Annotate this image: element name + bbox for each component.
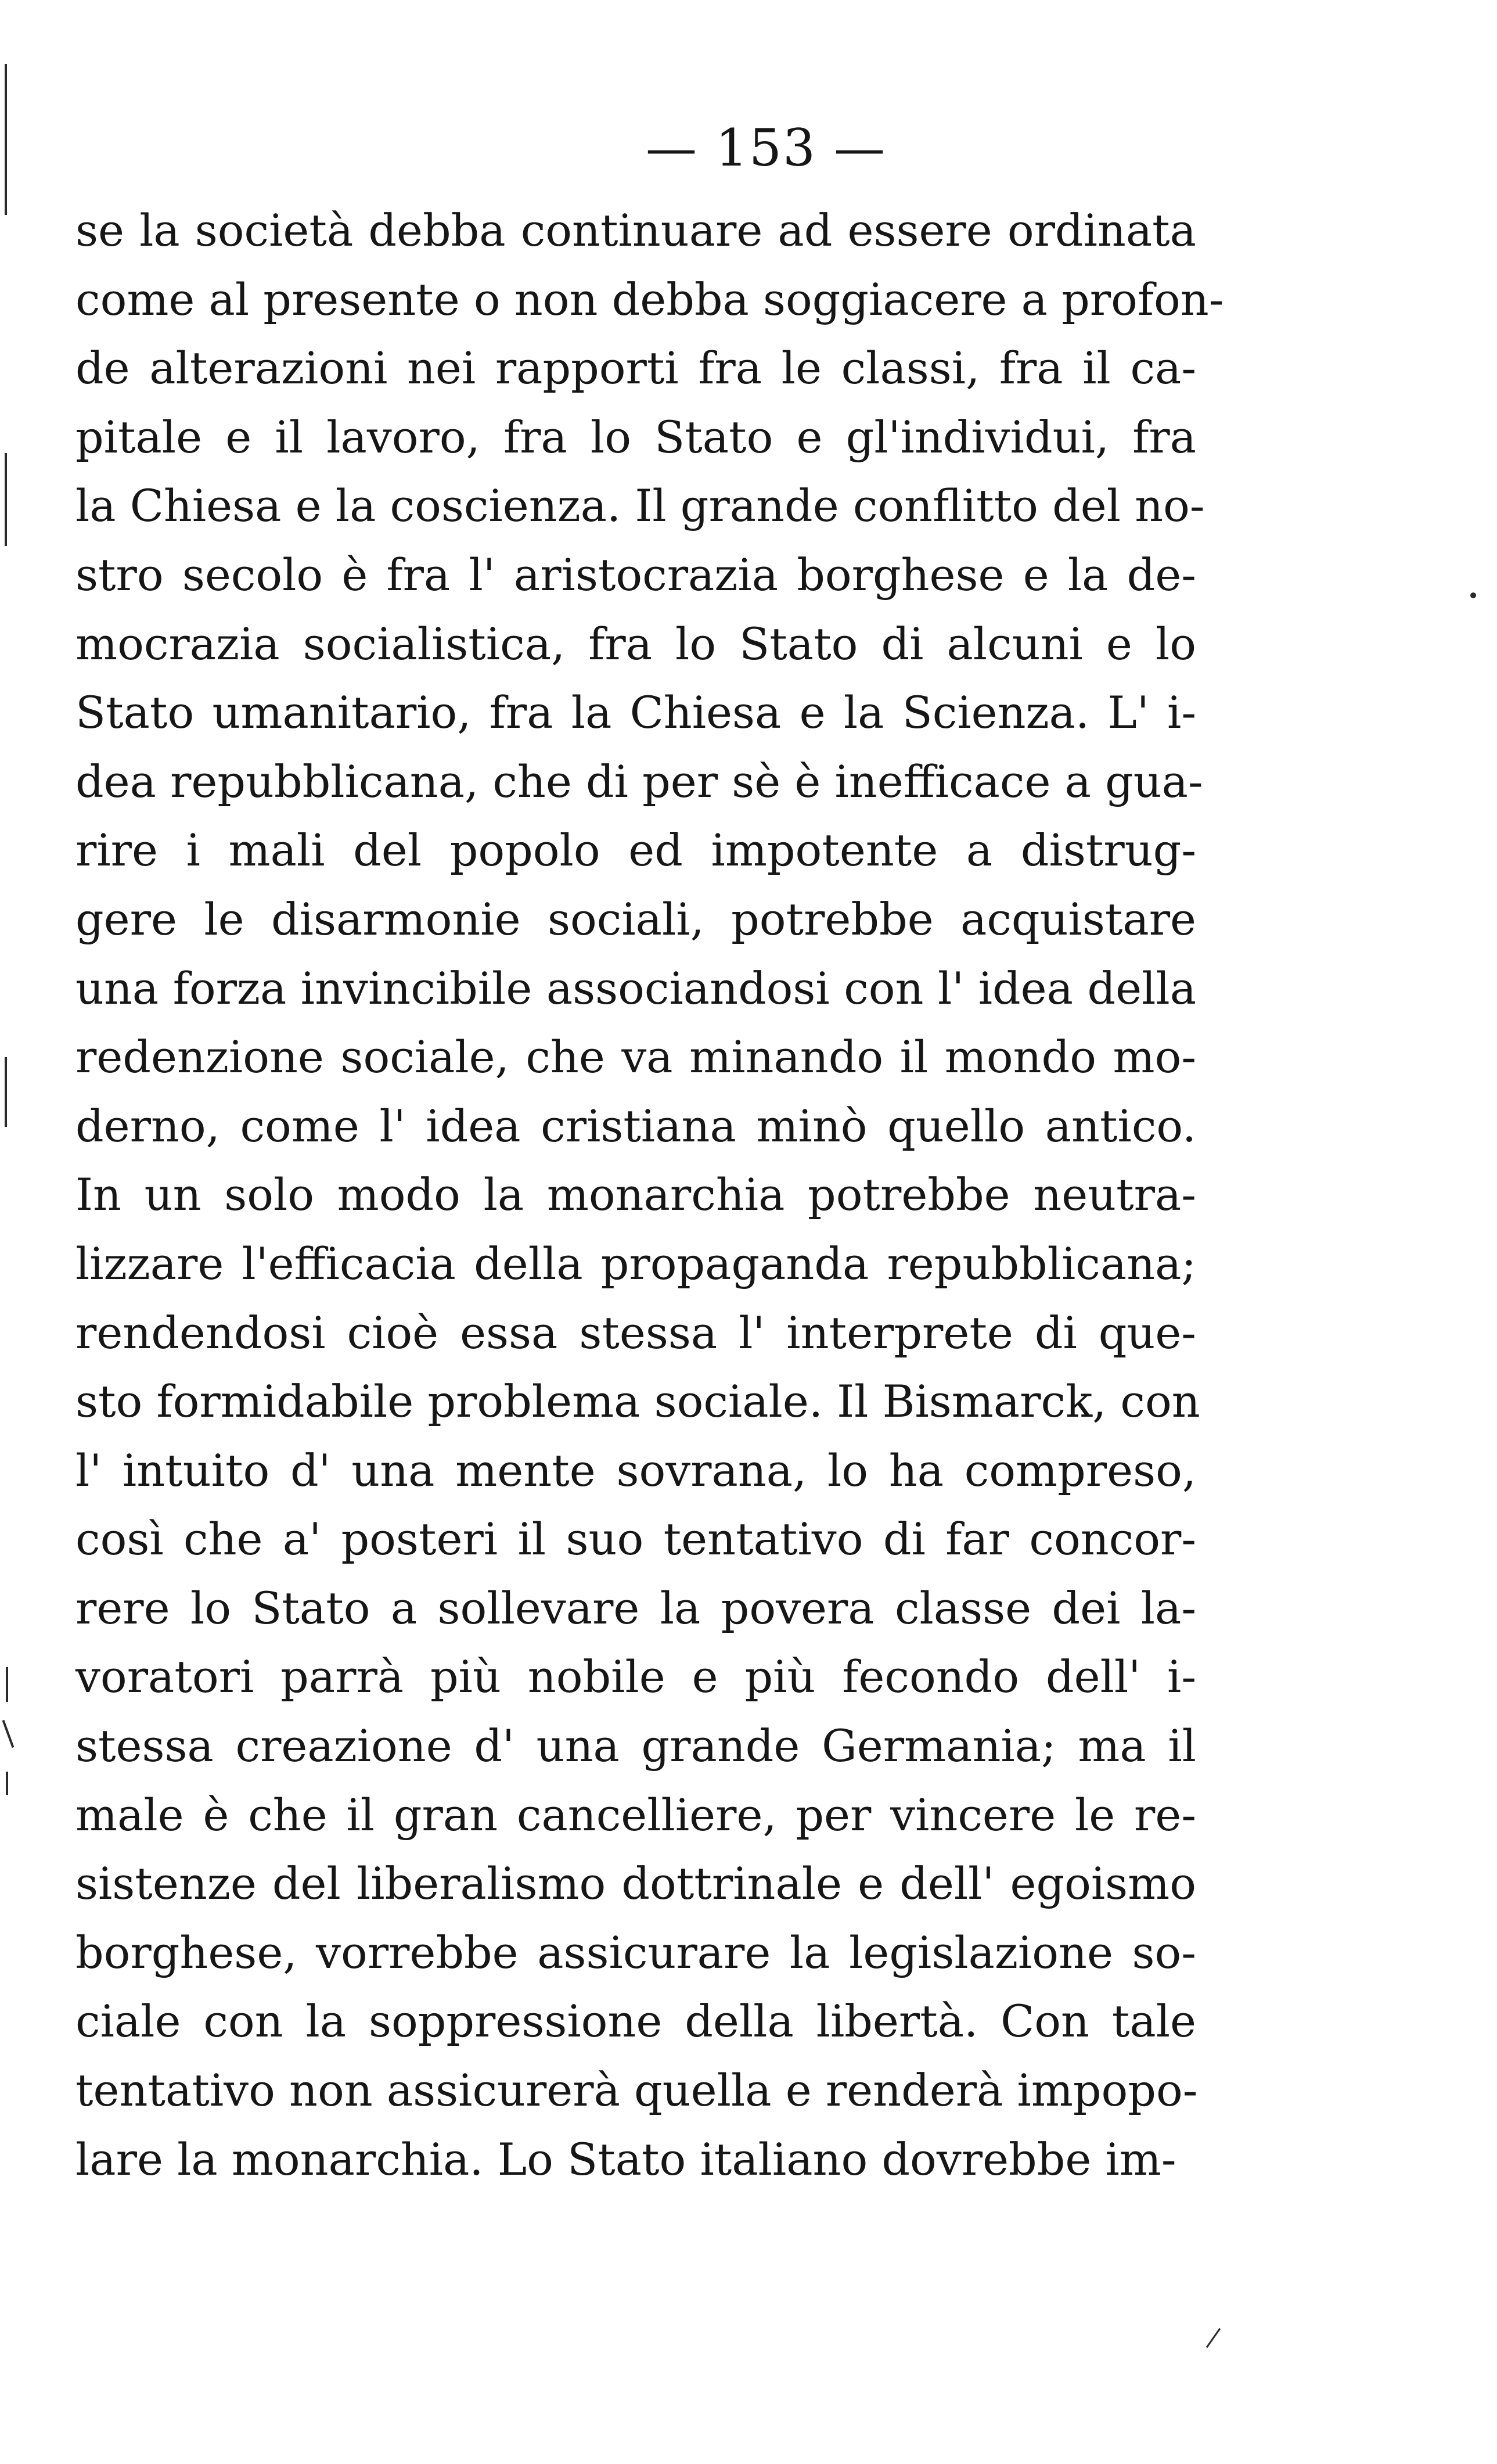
text-line: lare la monarchia. Lo Stato italiano dovrebbe im- [75, 2133, 1176, 2185]
text-line: una forza invincibile associandosi con l' idea della [75, 962, 1196, 1014]
text-line: derno, come l' idea cristiana minò quello antico. [75, 1100, 1196, 1152]
text-line: pitale e il lavoro, fra lo Stato e gl'individui, fra [75, 411, 1196, 463]
text-line: male è che il gran cancelliere, per vincere le re- [75, 1788, 1196, 1841]
text-line: come al presente o non debba soggiacere a profon- [75, 273, 1224, 325]
text-line: rere lo Stato a sollevare la povera classe dei la- [75, 1582, 1196, 1634]
scan-artifact [1206, 2328, 1221, 2348]
scan-artifact [1470, 592, 1476, 598]
text-line: ciale con la soppressione della libertà. Con tale [75, 1995, 1196, 2048]
text-line: de alterazioni nei rapporti fra le classi, fra il ca- [75, 342, 1196, 394]
text-line: sistenze del liberalismo dottrinale e dell' egoismo [75, 1858, 1196, 1910]
text-line: stessa creazione d' una grande Germania; ma il [75, 1720, 1196, 1772]
text-line: lizzare l'efficacia della propaganda repubblicana; [75, 1237, 1196, 1290]
text-line: redenzione sociale, che va minando il mondo mo- [75, 1031, 1196, 1083]
text-line: In un solo modo la monarchia potrebbe neutra- [75, 1169, 1196, 1221]
text-line: rendendosi cioè essa stessa l' interprete di que- [75, 1306, 1196, 1359]
scan-artifact [6, 1667, 8, 1702]
text-line: l' intuito d' una mente sovrana, lo ha compreso, [75, 1444, 1196, 1496]
text-line: tentativo non assicurerà quella e renderà impopo- [75, 2064, 1198, 2117]
scan-artifact [5, 64, 7, 215]
text-line: dea repubblicana, che di per sè è inefficace a gua- [75, 755, 1203, 807]
text-line: la Chiesa e la coscienza. Il grande conflitto del no- [75, 480, 1205, 532]
text-line: così che a' posteri il suo tentativo di far concor- [75, 1513, 1196, 1565]
text-line: Stato umanitario, fra la Chiesa e la Scienza. L' i- [75, 687, 1196, 739]
scan-artifact [5, 453, 7, 546]
scan-artifact [6, 1772, 8, 1795]
scan-artifact [5, 1057, 7, 1127]
text-line: sto formidabile problema sociale. Il Bismarck, con [75, 1375, 1200, 1428]
text-line: stro secolo è fra l' aristocrazia borghese e la de- [75, 548, 1196, 601]
text-line: gere le disarmonie sociali, potrebbe acquistare [75, 893, 1196, 945]
scan-artifact [2, 1720, 15, 1748]
text-line: se la società debba continuare ad essere ordinata [75, 204, 1196, 256]
text-line: rire i mali del popolo ed impotente a distrug- [75, 824, 1196, 877]
page-number: — 153 — [646, 118, 886, 178]
text-line: voratori parrà più nobile e più fecondo dell' i- [75, 1651, 1196, 1703]
body-text [75, 196, 1224, 2194]
text-line: mocrazia socialistica, fra lo Stato di alcuni e lo [75, 617, 1196, 670]
text-line: borghese, vorrebbe assicurare la legislazione so- [75, 1926, 1196, 1978]
